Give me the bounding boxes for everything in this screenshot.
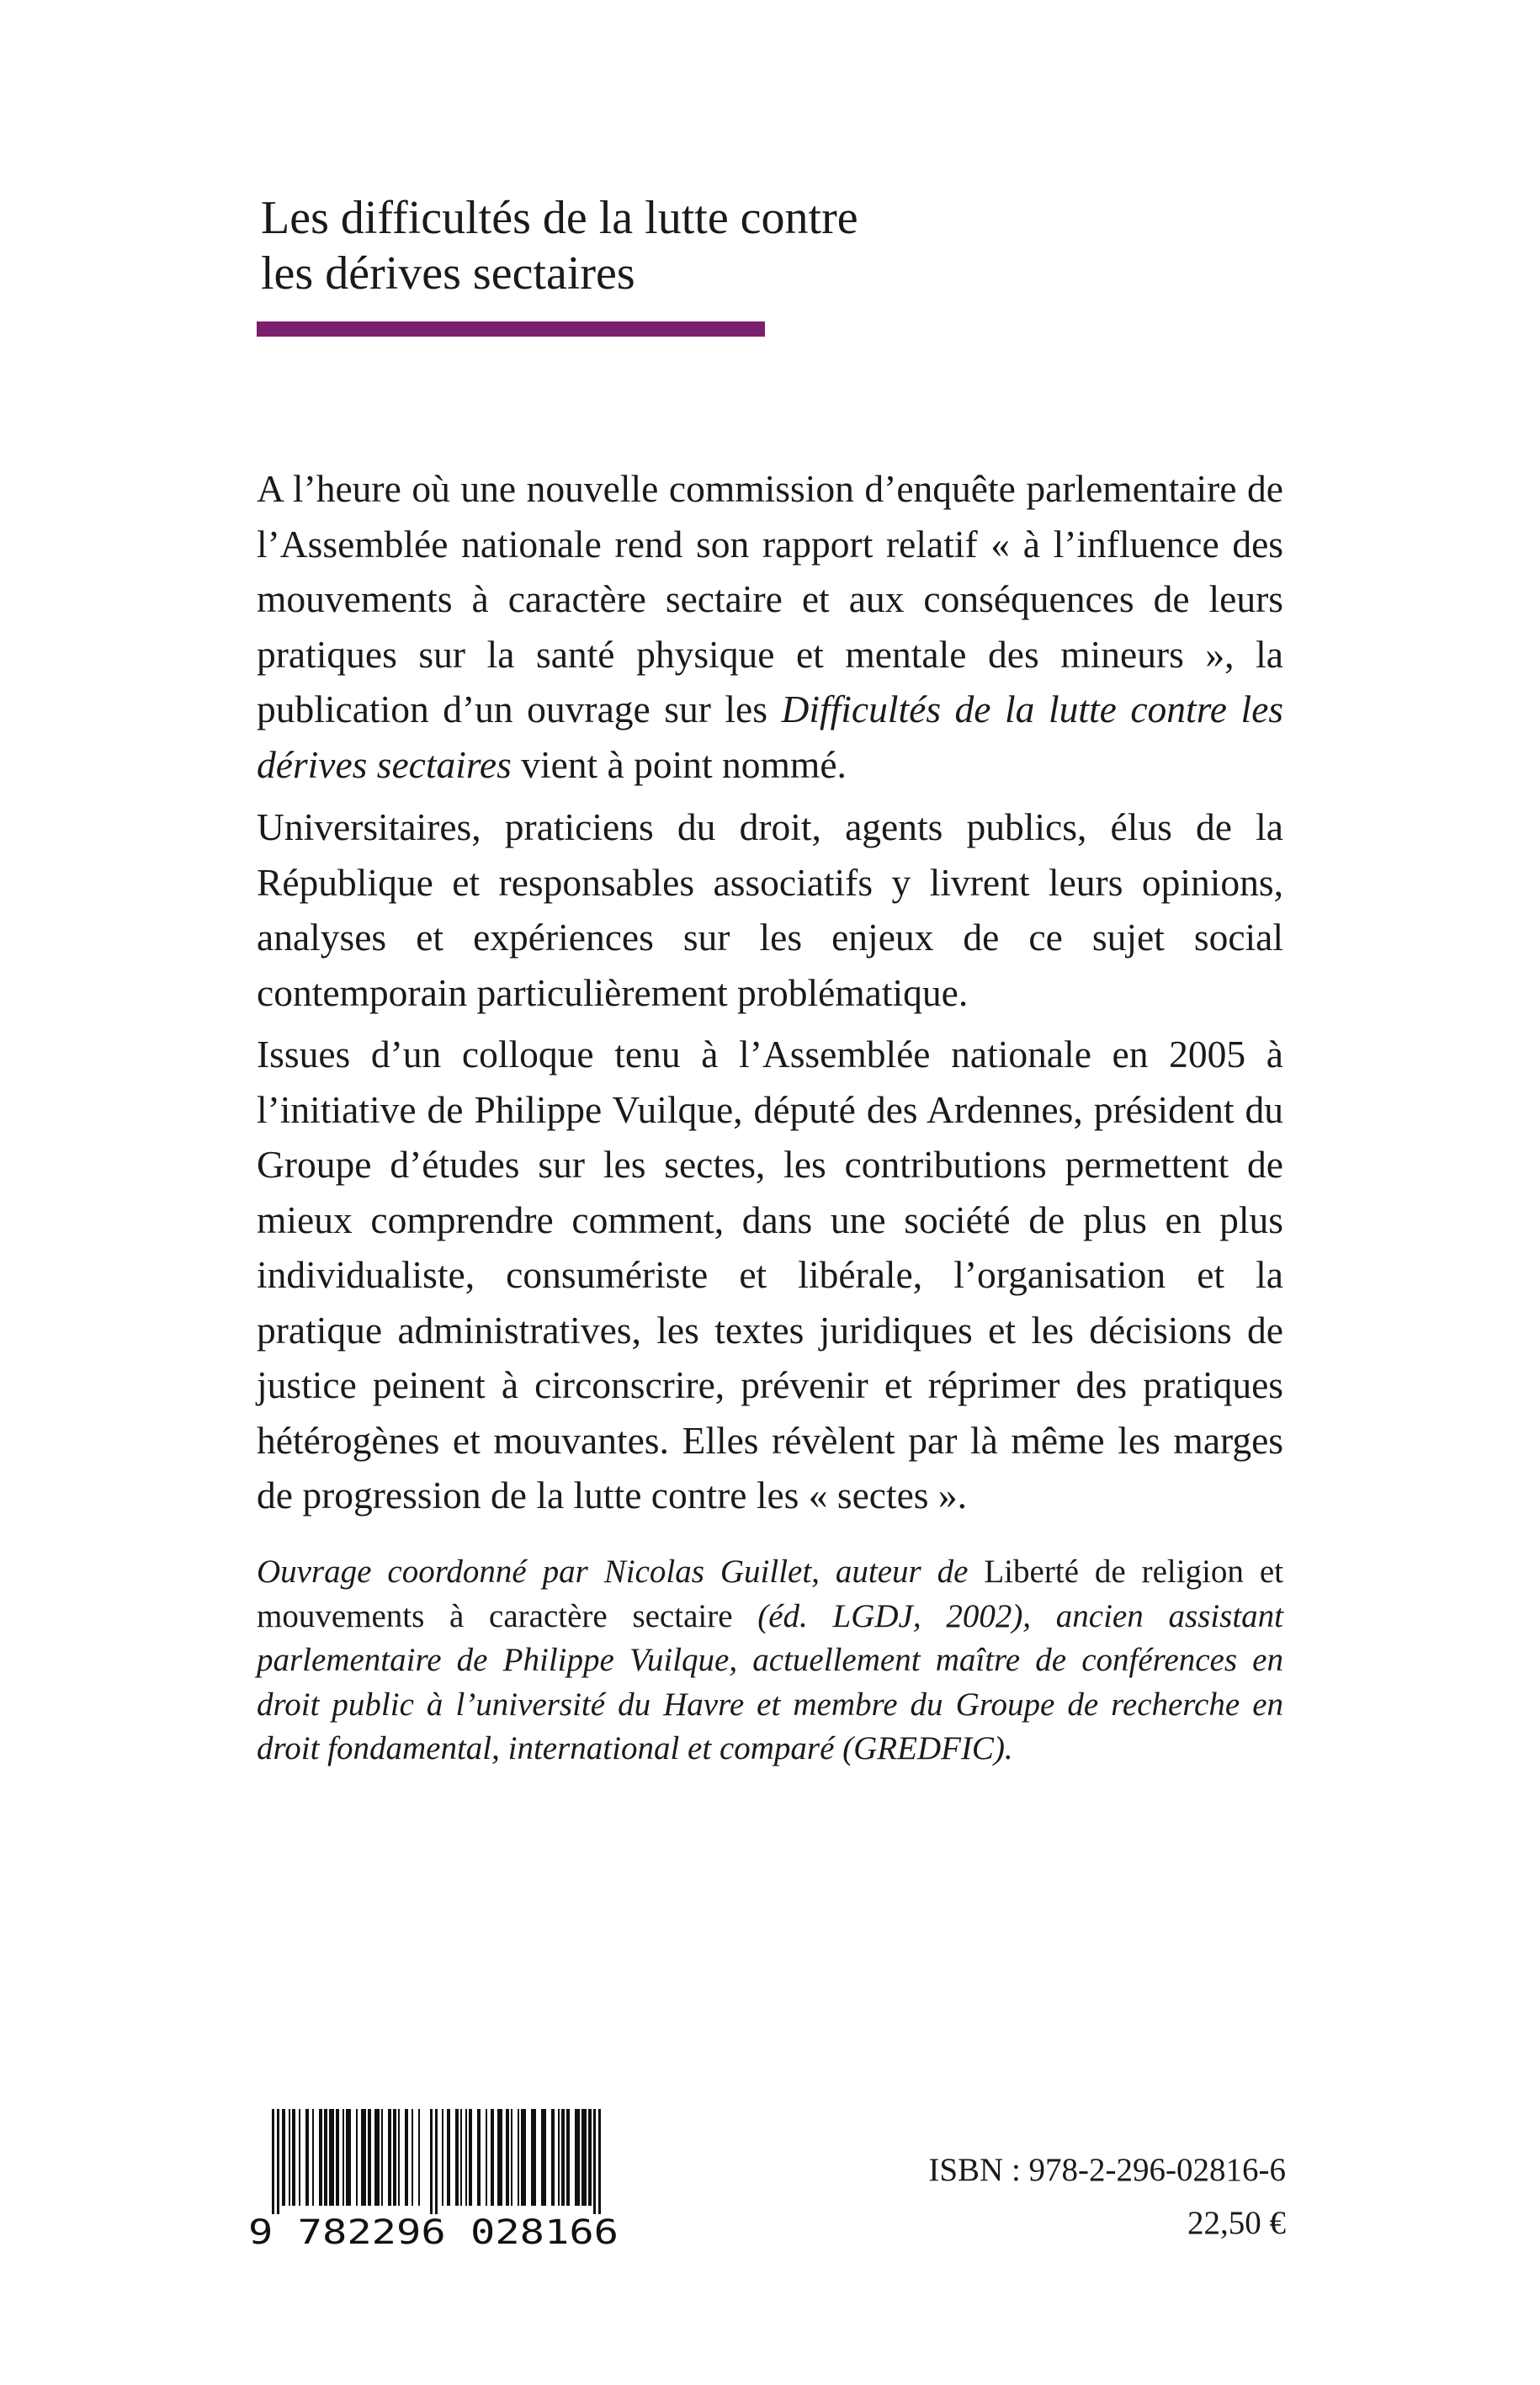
barcode-bar <box>418 2109 420 2206</box>
barcode-bar <box>319 2109 322 2206</box>
author-bio <box>257 1550 1283 1771</box>
barcode-bar <box>491 2109 494 2206</box>
barcode-bar <box>435 2109 438 2214</box>
summary-p1-text-b: vient à point nommé. <box>511 742 847 786</box>
author-bio-book-title: Liberté de religion et mouvements à caractère sectaire <box>257 1554 1283 1634</box>
title-accent-rule <box>257 321 765 337</box>
barcode-bar <box>511 2109 512 2206</box>
barcode-digits: 9 782296 028166 <box>248 2213 619 2248</box>
author-bio-text-a: Ouvrage coordonné par Nicolas Guillet, auteur de <box>257 1554 985 1590</box>
barcode-bar <box>455 2109 459 2206</box>
barcode-bar <box>460 2109 462 2206</box>
barcode-bar <box>381 2109 383 2206</box>
barcode-bar <box>465 2109 467 2206</box>
barcode-bar <box>430 2109 433 2214</box>
book-title <box>261 190 1018 301</box>
summary-paragraph-1 <box>257 461 1283 792</box>
barcode-bar <box>575 2109 580 2206</box>
barcode-bar <box>305 2109 309 2206</box>
barcode-bar <box>282 2109 285 2206</box>
barcode-bar <box>374 2109 380 2206</box>
summary-p1-book-title: Difficultés de la lutte contre les dérives sectaires <box>257 688 1283 786</box>
barcode-bar <box>561 2109 565 2206</box>
barcode-bar <box>581 2109 587 2206</box>
barcode-bar <box>346 2109 351 2206</box>
barcode-bar <box>541 2109 546 2206</box>
barcode-bar <box>447 2109 450 2206</box>
barcode-bar <box>598 2109 601 2214</box>
barcode-bar <box>368 2109 371 2206</box>
barcode-bar <box>521 2109 526 2206</box>
barcode-bar <box>393 2109 396 2206</box>
barcode-bar <box>477 2109 481 2206</box>
barcode-bar <box>551 2109 555 2206</box>
barcode-bar <box>506 2109 509 2206</box>
barcode-bar <box>469 2109 472 2206</box>
barcode-bar <box>312 2109 314 2206</box>
isbn-number: ISBN : 978-2-296-02816-6 <box>928 2152 1286 2188</box>
barcode-bar <box>324 2109 327 2206</box>
barcode-bar <box>299 2109 300 2206</box>
summary-p1-text-a: A l’heure où une nouvelle commission d’enquête parlementaire de l’Assemblée nationale rend son rapport relatif « à l’influence des mouvements à caractère sectaire et aux conséquences de leurs pratiques sur la santé physique et mentale des mineurs », la publication d’un ouvrage sur les <box>257 467 1283 730</box>
barcode-bar <box>336 2109 339 2206</box>
book-price: 22,50 € <box>1187 2205 1286 2241</box>
isbn-barcode <box>248 2109 623 2248</box>
barcode-bar <box>398 2109 400 2206</box>
book-title-line-1: Les difficultés de la lutte contre <box>261 192 858 244</box>
barcode-bar <box>412 2109 413 2206</box>
barcode-bar <box>388 2109 391 2206</box>
barcode-bar <box>442 2109 443 2206</box>
barcode-bar <box>486 2109 487 2206</box>
barcode-bar <box>558 2109 560 2206</box>
barcode-bar <box>329 2109 334 2206</box>
barcode-bar <box>277 2109 279 2214</box>
barcode-bar <box>497 2109 502 2206</box>
summary-paragraph-3: Issues d’un colloque tenu à l’Assemblée nationale en 2005 à l’initiative de Philippe Vuilque, député des Ardennes, président du Groupe d’études sur les sectes, les contributions permettent de mieux comprendre comment, dans une société de plus en plus individualiste, consumériste et libérale, l’organisation et la pratique administratives, les textes juridiques et les décisions de justice peinent à circonscrire, prévenir et réprimer des pratiques hétérogènes et mouvantes. Elles révèlent par là même les marges de progression de la lutte contre les « sectes ». <box>257 1033 1283 1517</box>
book-title-line-2: les dérives sectaires <box>261 247 635 300</box>
barcode-bar <box>405 2109 408 2206</box>
barcode-bar <box>518 2109 519 2206</box>
barcode-graphic <box>248 2109 623 2248</box>
barcode-bar <box>566 2109 570 2206</box>
summary-paragraph-2: Universitaires, praticiens du droit, agents publics, élus de la République et responsables associatifs y livrent leurs opinions, analyses et expériences sur les enjeux de ce sujet social contemporain particulièrement problématique. <box>257 805 1283 1014</box>
barcode-bar <box>588 2109 592 2206</box>
barcode-bar <box>531 2109 536 2206</box>
author-bio-text-b: (éd. LGDJ, 2002), ancien assistant parlementaire de Philippe Vuilque, actuellement maître de conférences en droit public à l’université du Havre et membre du Groupe de recherche en droit fondamental, international et comparé (GREDFIC). <box>257 1597 1283 1766</box>
barcode-bar <box>343 2109 344 2206</box>
barcode-bar <box>289 2109 290 2206</box>
barcode-bar <box>356 2109 358 2206</box>
barcode-bar <box>292 2109 295 2206</box>
barcode-bar <box>361 2109 366 2206</box>
barcode-bar <box>593 2109 596 2214</box>
barcode-bar <box>272 2109 274 2214</box>
